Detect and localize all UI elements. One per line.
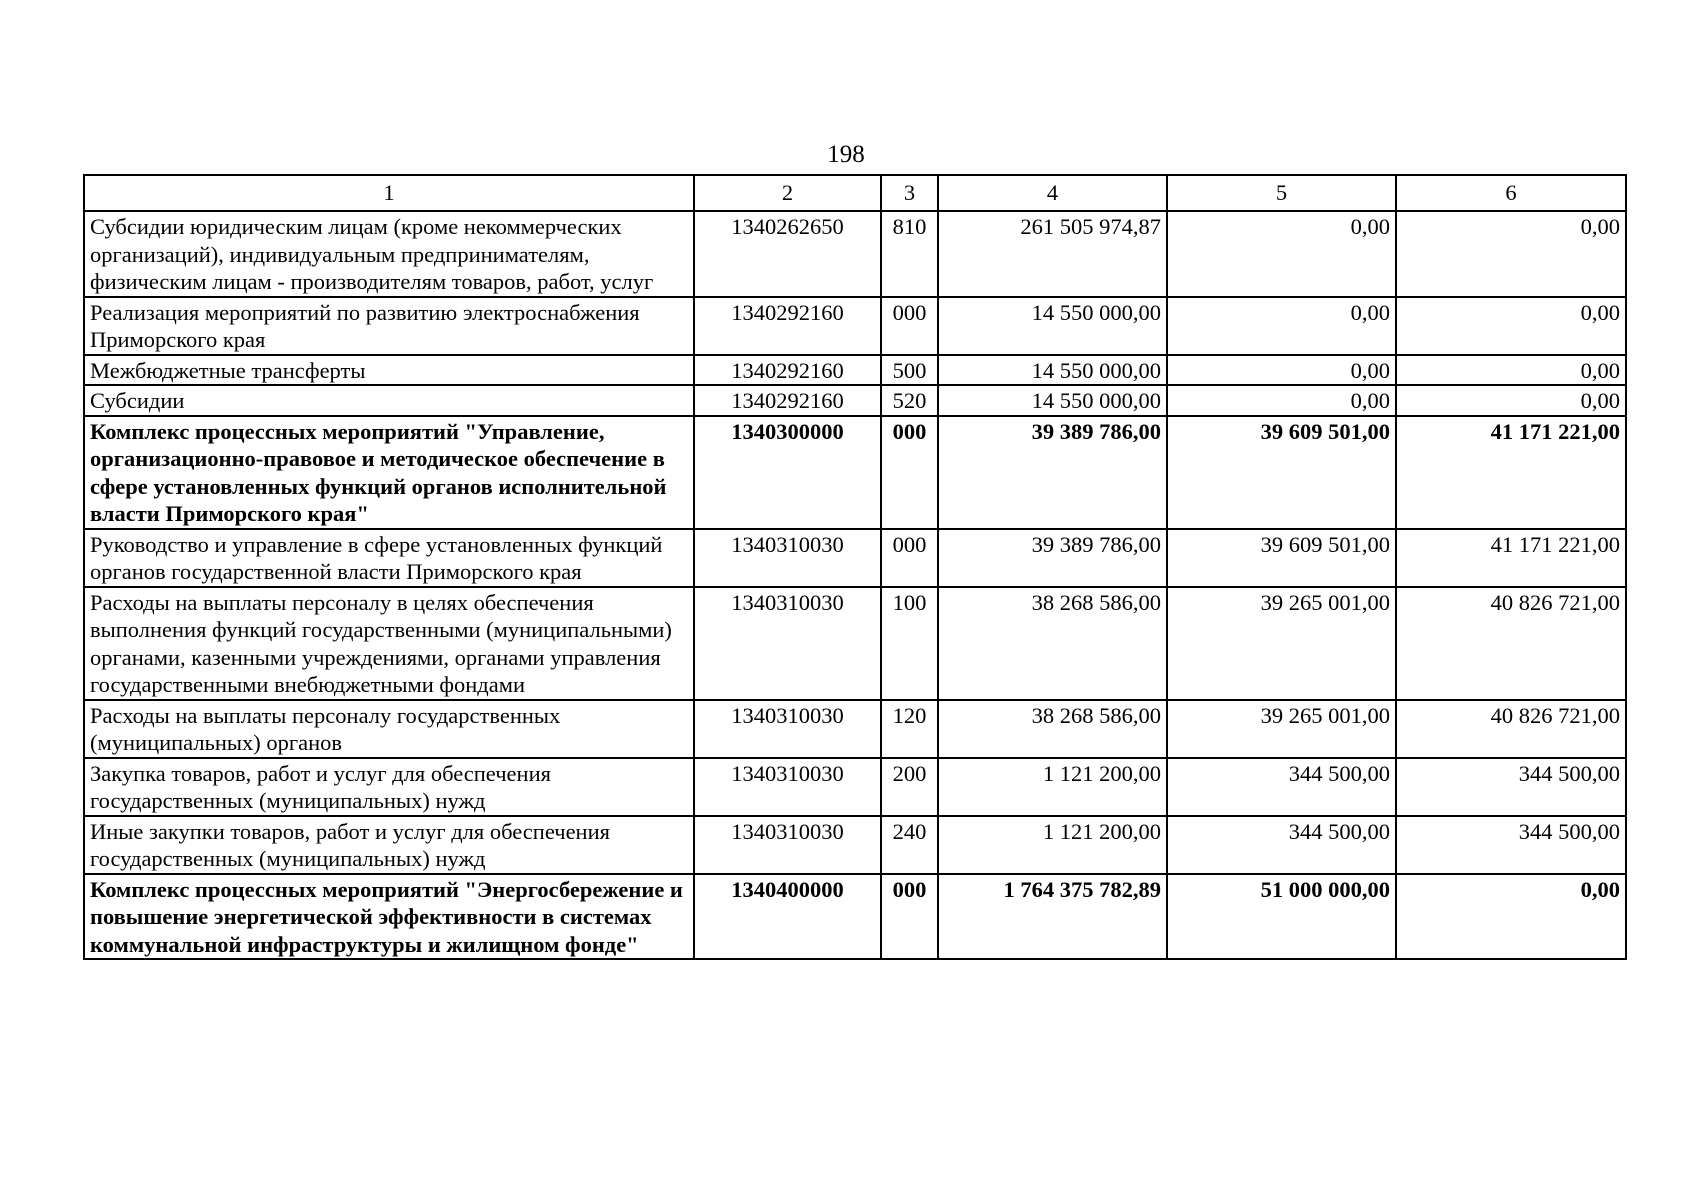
row-value-col4: 14 550 000,00 [938, 297, 1167, 355]
row-code: 1340292160 [694, 297, 881, 355]
row-code: 1340310030 [694, 529, 881, 587]
row-name: Иные закупки товаров, работ и услуг для обеспечения государственных (муниципальных) нужд [84, 816, 694, 874]
row-value-col5: 39 265 001,00 [1167, 587, 1396, 700]
header-cell: 5 [1167, 175, 1396, 211]
row-code: 1340262650 [694, 211, 881, 297]
row-value-col6: 41 171 221,00 [1396, 529, 1626, 587]
header-cell: 4 [938, 175, 1167, 211]
row-type: 500 [881, 355, 938, 386]
row-value-col5: 0,00 [1167, 385, 1396, 416]
header-row [84, 175, 1626, 211]
table-row [84, 529, 1626, 587]
row-value-col4: 39 389 786,00 [938, 416, 1167, 529]
table-row [84, 874, 1626, 960]
row-value-col5: 51 000 000,00 [1167, 874, 1396, 960]
table-row [84, 816, 1626, 874]
row-value-col5: 39 609 501,00 [1167, 529, 1396, 587]
row-type: 100 [881, 587, 938, 700]
row-type: 000 [881, 297, 938, 355]
row-value-col4: 38 268 586,00 [938, 700, 1167, 758]
row-type: 000 [881, 416, 938, 529]
row-type: 520 [881, 385, 938, 416]
row-value-col4: 38 268 586,00 [938, 587, 1167, 700]
row-name: Субсидии юридическим лицам (кроме некоммерческих организаций), индивидуальным предпринимателям, физическим лицам - производителям товаров, работ, услуг [84, 211, 694, 297]
row-value-col5: 0,00 [1167, 355, 1396, 386]
row-type: 200 [881, 758, 938, 816]
row-type: 120 [881, 700, 938, 758]
row-type: 000 [881, 874, 938, 960]
row-value-col6: 0,00 [1396, 355, 1626, 386]
row-value-col6: 0,00 [1396, 874, 1626, 960]
table-row [84, 297, 1626, 355]
row-value-col4: 261 505 974,87 [938, 211, 1167, 297]
row-value-col5: 344 500,00 [1167, 758, 1396, 816]
row-value-col6: 344 500,00 [1396, 758, 1626, 816]
header-cell: 6 [1396, 175, 1626, 211]
table-row [84, 700, 1626, 758]
row-value-col6: 0,00 [1396, 211, 1626, 297]
row-name: Руководство и управление в сфере установленных функций органов государственной власти Приморского края [84, 529, 694, 587]
row-name: Субсидии [84, 385, 694, 416]
row-code: 1340292160 [694, 385, 881, 416]
row-value-col6: 40 826 721,00 [1396, 700, 1626, 758]
row-name: Расходы на выплаты персоналу государственных (муниципальных) органов [84, 700, 694, 758]
row-value-col5: 39 265 001,00 [1167, 700, 1396, 758]
table-row [84, 355, 1626, 386]
table-row [84, 758, 1626, 816]
row-name: Закупка товаров, работ и услуг для обеспечения государственных (муниципальных) нужд [84, 758, 694, 816]
row-name: Расходы на выплаты персоналу в целях обеспечения выполнения функций государственными (муниципальными) органами, казенными учреждениями, органами управления государственными внебюджетными фондами [84, 587, 694, 700]
row-name: Реализация мероприятий по развитию электроснабжения Приморского края [84, 297, 694, 355]
row-type: 240 [881, 816, 938, 874]
row-code: 1340300000 [694, 416, 881, 529]
row-value-col6: 0,00 [1396, 385, 1626, 416]
budget-table [83, 174, 1627, 960]
table-row [84, 211, 1626, 297]
row-value-col5: 344 500,00 [1167, 816, 1396, 874]
row-value-col6: 40 826 721,00 [1396, 587, 1626, 700]
row-type: 000 [881, 529, 938, 587]
row-code: 1340310030 [694, 587, 881, 700]
row-name: Комплекс процессных мероприятий "Энергосбережение и повышение энергетической эффективности в системах коммунальной инфраструктуры и жилищном фонде" [84, 874, 694, 960]
header-cell: 2 [694, 175, 881, 211]
page-number: 198 [827, 141, 865, 168]
table-row [84, 416, 1626, 529]
row-name: Комплекс процессных мероприятий "Управление, организационно-правовое и методическое обеспечение в сфере установленных функций органов исполнительной власти Приморского края" [84, 416, 694, 529]
row-code: 1340310030 [694, 816, 881, 874]
row-code: 1340310030 [694, 700, 881, 758]
row-code: 1340310030 [694, 758, 881, 816]
row-value-col4: 39 389 786,00 [938, 529, 1167, 587]
table-row [84, 587, 1626, 700]
row-type: 810 [881, 211, 938, 297]
row-value-col4: 1 764 375 782,89 [938, 874, 1167, 960]
row-code: 1340400000 [694, 874, 881, 960]
row-value-col4: 1 121 200,00 [938, 816, 1167, 874]
row-value-col6: 41 171 221,00 [1396, 416, 1626, 529]
row-value-col4: 14 550 000,00 [938, 355, 1167, 386]
row-value-col5: 39 609 501,00 [1167, 416, 1396, 529]
row-value-col4: 1 121 200,00 [938, 758, 1167, 816]
header-cell: 1 [84, 175, 694, 211]
header-cell: 3 [881, 175, 938, 211]
row-value-col5: 0,00 [1167, 211, 1396, 297]
row-name: Межбюджетные трансферты [84, 355, 694, 386]
row-value-col6: 344 500,00 [1396, 816, 1626, 874]
row-code: 1340292160 [694, 355, 881, 386]
table-row [84, 385, 1626, 416]
row-value-col4: 14 550 000,00 [938, 385, 1167, 416]
row-value-col6: 0,00 [1396, 297, 1626, 355]
row-value-col5: 0,00 [1167, 297, 1396, 355]
